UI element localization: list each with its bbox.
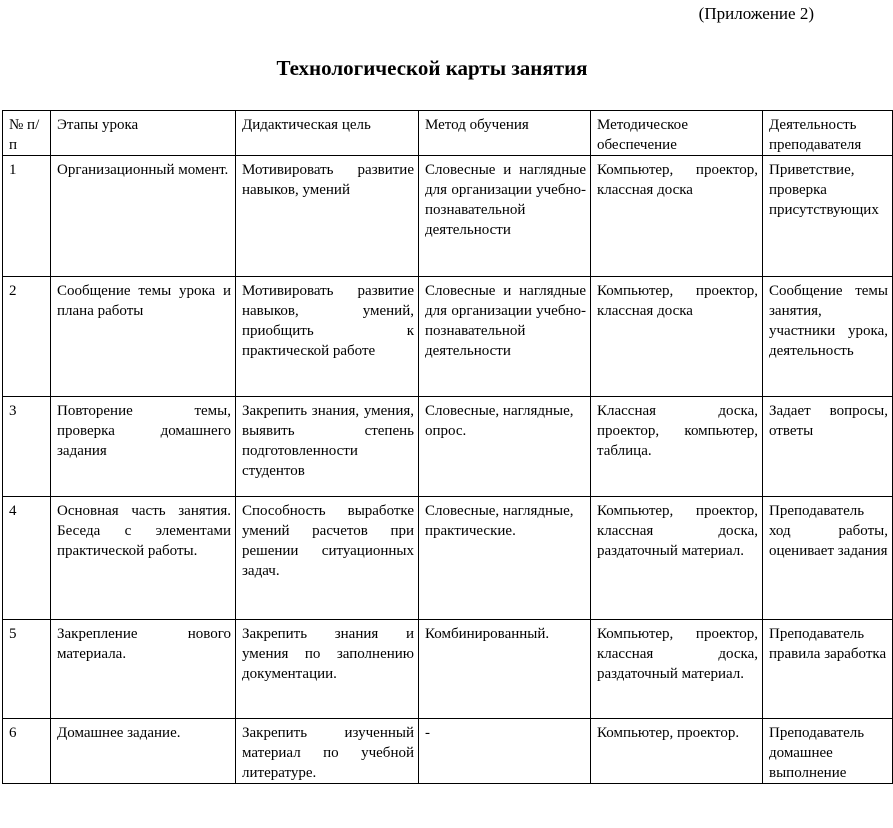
- header-method: Метод обучения: [419, 111, 591, 156]
- header-support: Методическое обеспечение: [591, 111, 763, 156]
- row-activity: Преподаватель ход работы, оценивает задания: [763, 497, 893, 620]
- document-title: Технологической карты занятия: [276, 56, 588, 80]
- row-activity: Сообщение темы занятия, участники урока, деятельность: [763, 277, 893, 397]
- table-row: [3, 497, 893, 620]
- row-num: 2: [3, 277, 51, 397]
- row-support: Компьютер, проектор, классная доска: [591, 156, 763, 277]
- table-row: [3, 156, 893, 277]
- header-activity: Деятельность преподавателя: [763, 111, 893, 156]
- row-goal: Закрепить знания и умения по заполнению документации.: [236, 620, 419, 719]
- table-row: [3, 397, 893, 497]
- row-num: 3: [3, 397, 51, 497]
- row-activity: Приветствие, проверка присутствующих: [763, 156, 893, 277]
- row-support: Компьютер, проектор, классная доска: [591, 277, 763, 397]
- row-method: -: [419, 719, 591, 784]
- tech-map-table: [2, 110, 893, 784]
- row-goal: Закрепить знания, умения, выявить степень подготовленности студентов: [236, 397, 419, 497]
- row-goal: Способность выработке умений расчетов при решении ситуационных задач.: [236, 497, 419, 620]
- row-num: 6: [3, 719, 51, 784]
- row-support: Классная доска, проектор, компьютер, таблица.: [591, 397, 763, 497]
- row-num: 1: [3, 156, 51, 277]
- row-method: Словесные и наглядные для организации учебно-познавательной деятельности: [419, 156, 591, 277]
- row-stage: Закрепление нового материала.: [51, 620, 236, 719]
- row-goal: Мотивировать развитие навыков, умений: [236, 156, 419, 277]
- row-stage: Сообщение темы урока и плана работы: [51, 277, 236, 397]
- row-stage: Основная часть занятия. Беседа с элементами практической работы.: [51, 497, 236, 620]
- row-num: 4: [3, 497, 51, 620]
- header-stage: Этапы урока: [51, 111, 236, 156]
- row-activity: Преподаватель домашнее выполнение: [763, 719, 893, 784]
- row-goal: Мотивировать развитие навыков, умений, приобщить к практической работе: [236, 277, 419, 397]
- row-goal: Закрепить изученный материал по учебной литературе.: [236, 719, 419, 784]
- table-row: [3, 719, 893, 784]
- row-activity: Преподаватель правила заработка: [763, 620, 893, 719]
- table-row: [3, 620, 893, 719]
- row-support: Компьютер, проектор.: [591, 719, 763, 784]
- row-method: Комбинированный.: [419, 620, 591, 719]
- row-stage: Домашнее задание.: [51, 719, 236, 784]
- header-goal: Дидактическая цель: [236, 111, 419, 156]
- row-method: Словесные, наглядные, опрос.: [419, 397, 591, 497]
- row-stage: Повторение темы, проверка домашнего задания: [51, 397, 236, 497]
- row-method: Словесные и наглядные для организации учебно-познавательной деятельности: [419, 277, 591, 397]
- header-num: № п/п: [3, 111, 51, 156]
- header-row: [3, 111, 893, 156]
- row-num: 5: [3, 620, 51, 719]
- row-support: Компьютер, проектор, классная доска, раздаточный материал.: [591, 620, 763, 719]
- appendix-label: (Приложение 2): [698, 4, 814, 23]
- table-row: [3, 277, 893, 397]
- row-stage: Организационный момент.: [51, 156, 236, 277]
- tech-map-table-wrapper: [2, 110, 888, 784]
- row-support: Компьютер, проектор, классная доска, раздаточный материал.: [591, 497, 763, 620]
- row-activity: Задает вопросы, ответы: [763, 397, 893, 497]
- row-method: Словесные, наглядные, практические.: [419, 497, 591, 620]
